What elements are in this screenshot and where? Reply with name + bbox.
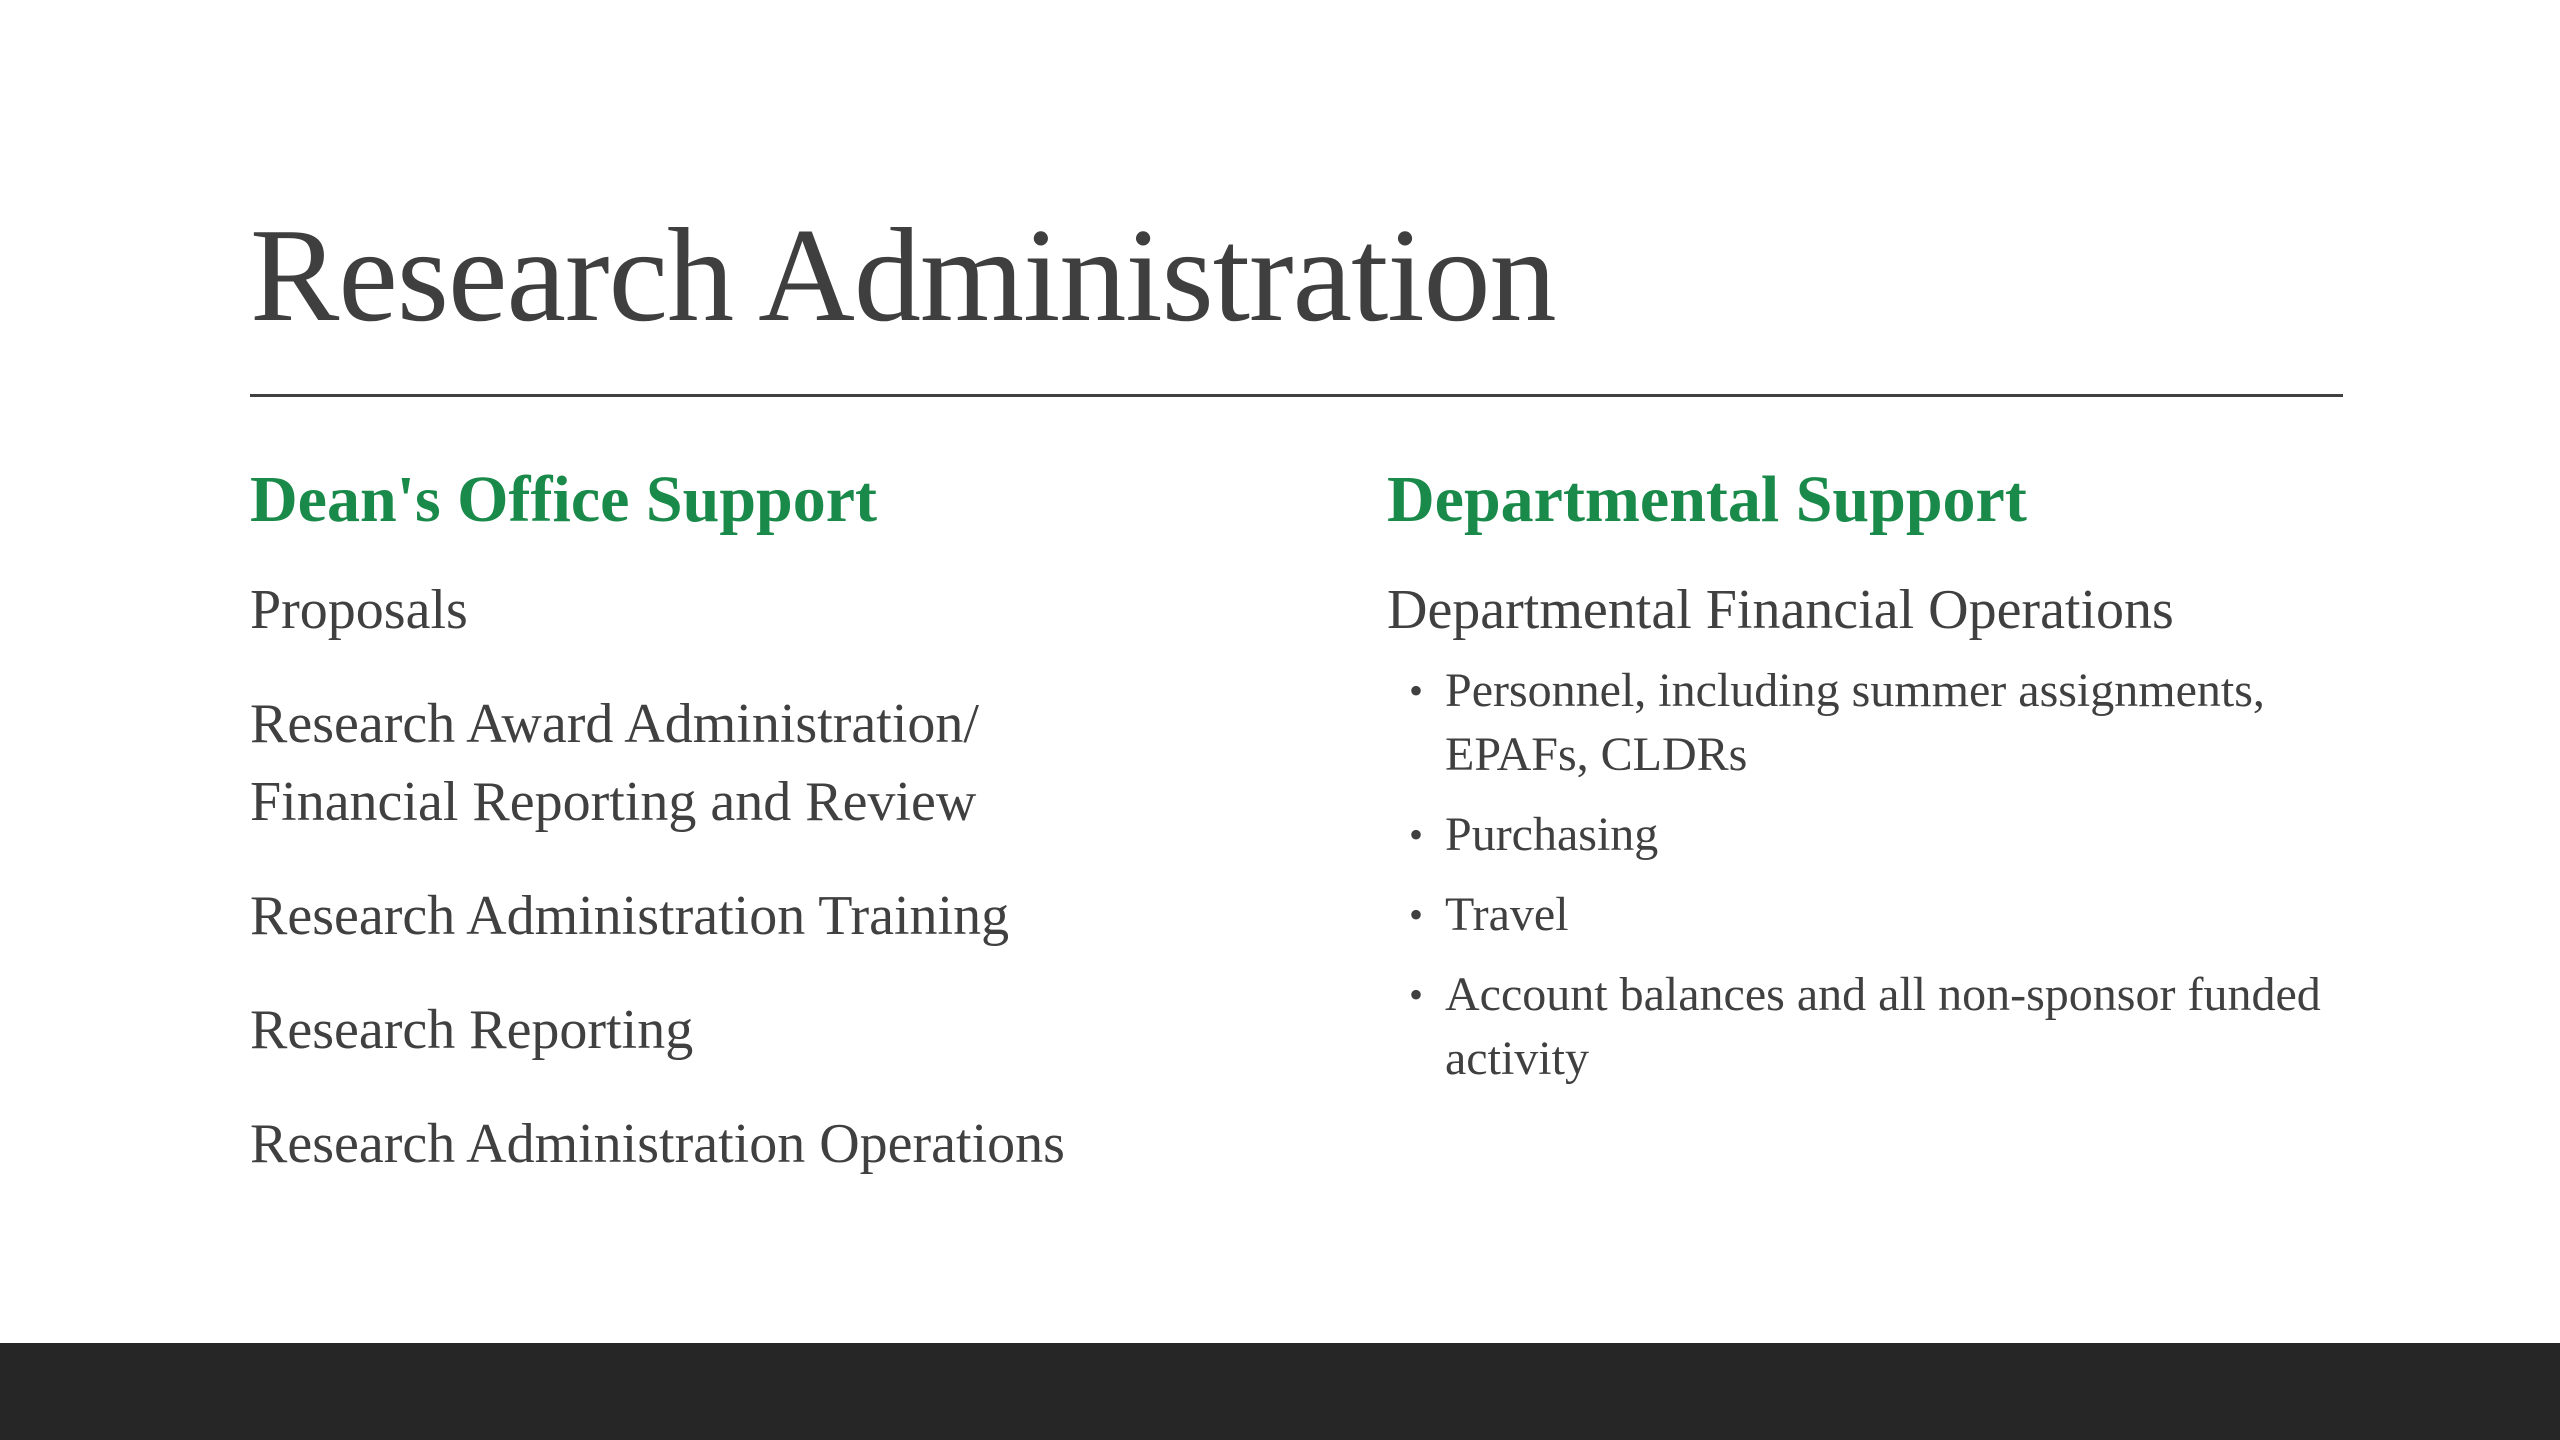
left-item-reporting: Research Reporting <box>250 999 694 1061</box>
bullet-text: Personnel, including summer assignments, EPAFs, CLDRs <box>1445 664 2265 781</box>
right-column <box>1387 455 2347 1107</box>
footer-bar <box>0 1343 2560 1440</box>
bullet-text: Travel <box>1445 888 1569 941</box>
bullet-icon: • <box>1409 812 1424 857</box>
title-divider <box>250 394 2343 397</box>
bullet-text: Account balances and all non-sponsor funded activity <box>1445 968 2321 1085</box>
right-column-subheading: Departmental Financial Operations <box>1387 579 2174 641</box>
bullet-text: Purchasing <box>1445 808 1659 861</box>
bullet-icon: • <box>1409 972 1424 1017</box>
right-column-heading: Departmental Support <box>1387 463 2027 536</box>
bullet-item-account-balances <box>1387 963 2347 1091</box>
bullet-icon: • <box>1409 892 1424 937</box>
bullet-icon: • <box>1409 668 1424 713</box>
bullet-item-purchasing <box>1387 803 2347 867</box>
slide-title: Research Administration <box>250 201 1556 349</box>
left-column <box>250 455 1330 1219</box>
bullet-list <box>1387 659 2347 1091</box>
left-item-proposals: Proposals <box>250 579 468 641</box>
left-item-award-administration: Research Award Administration/ Financial Reporting and Review <box>250 693 979 833</box>
left-column-heading: Dean's Office Support <box>250 463 877 536</box>
bullet-item-travel <box>1387 883 2347 947</box>
left-item-training: Research Administration Training <box>250 885 1010 947</box>
bullet-item-personnel <box>1387 659 2347 787</box>
left-item-operations: Research Administration Operations <box>250 1113 1065 1175</box>
